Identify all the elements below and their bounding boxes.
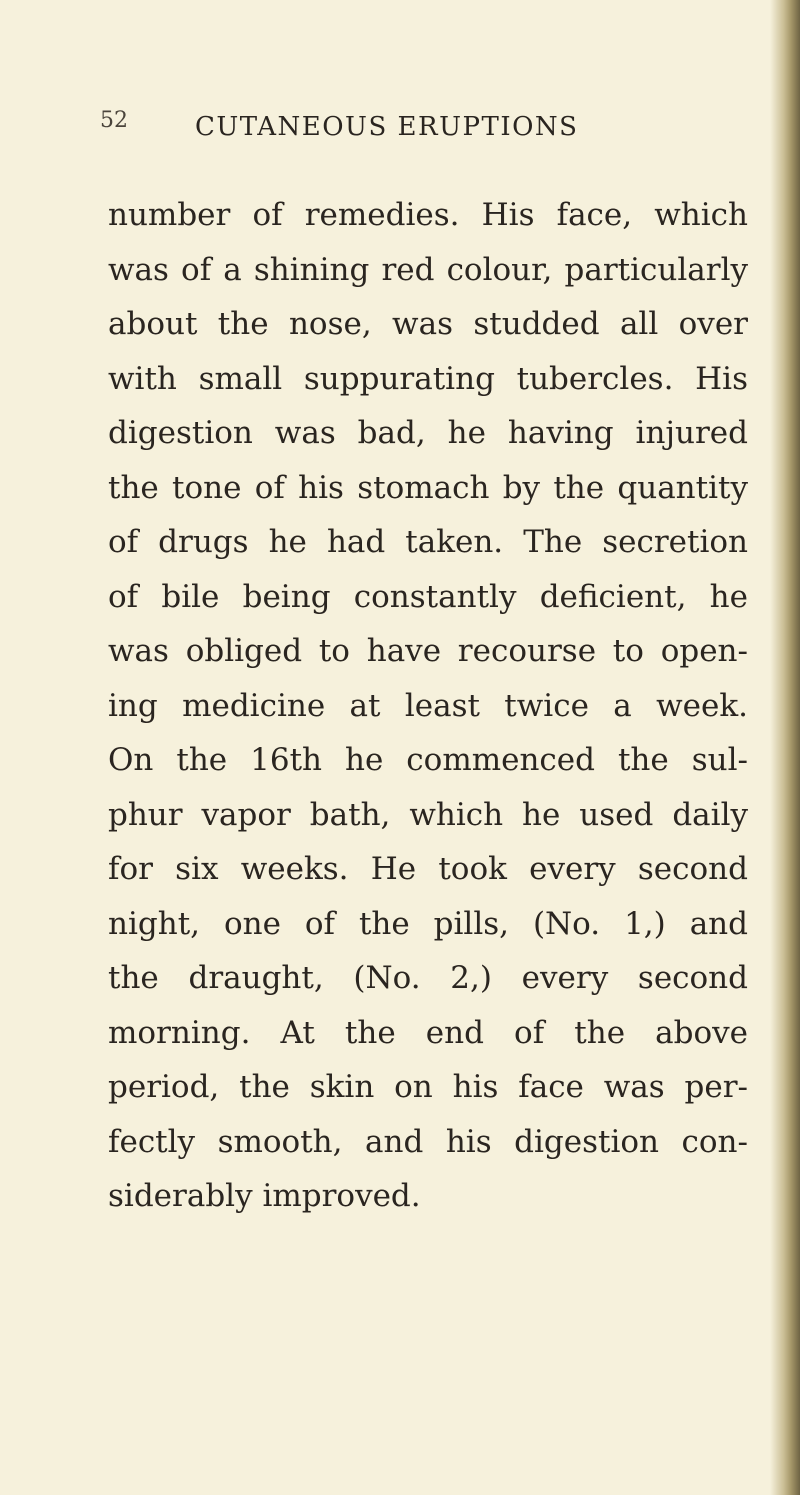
text-line: of bile being constantly deficient, he <box>108 578 748 615</box>
text-line: morning. At the end of the above <box>108 1014 748 1051</box>
text-line: fectly smooth, and his digestion con- <box>108 1123 748 1160</box>
text-line: was obliged to have recourse to open- <box>108 633 748 669</box>
text-line: On the 16th he commenced the sul- <box>108 742 748 778</box>
text-line: siderably improved. <box>108 1178 421 1214</box>
text-line: digestion was bad, he having injured <box>108 415 748 451</box>
text-line: number of remedies. His face, which <box>108 197 748 233</box>
page-edge-shadow <box>770 0 800 1495</box>
text-line: the draught, (No. 2,) every second <box>108 960 748 996</box>
text-line: night, one of the pills, (No. 1,) and <box>108 905 748 942</box>
page-number: 52 <box>100 108 128 133</box>
text-line: for six weeks. He took every second <box>108 851 748 887</box>
text-line: with small suppurating tubercles. His <box>108 360 748 397</box>
text-line: ing medicine at least twice a week. <box>108 687 748 724</box>
running-head: CUTANEOUS ERUPTIONS <box>195 112 579 142</box>
text-line: of drugs he had taken. The secretion <box>108 524 748 560</box>
text-line: period, the skin on his face was per- <box>108 1069 748 1105</box>
text-line: the tone of his stomach by the quantity <box>108 469 748 506</box>
text-line: was of a shining red colour, particularly <box>108 251 748 288</box>
text-line: about the nose, was studded all over <box>108 306 748 342</box>
body-text <box>108 188 748 1224</box>
text-line: phur vapor bath, which he used daily <box>108 796 748 833</box>
